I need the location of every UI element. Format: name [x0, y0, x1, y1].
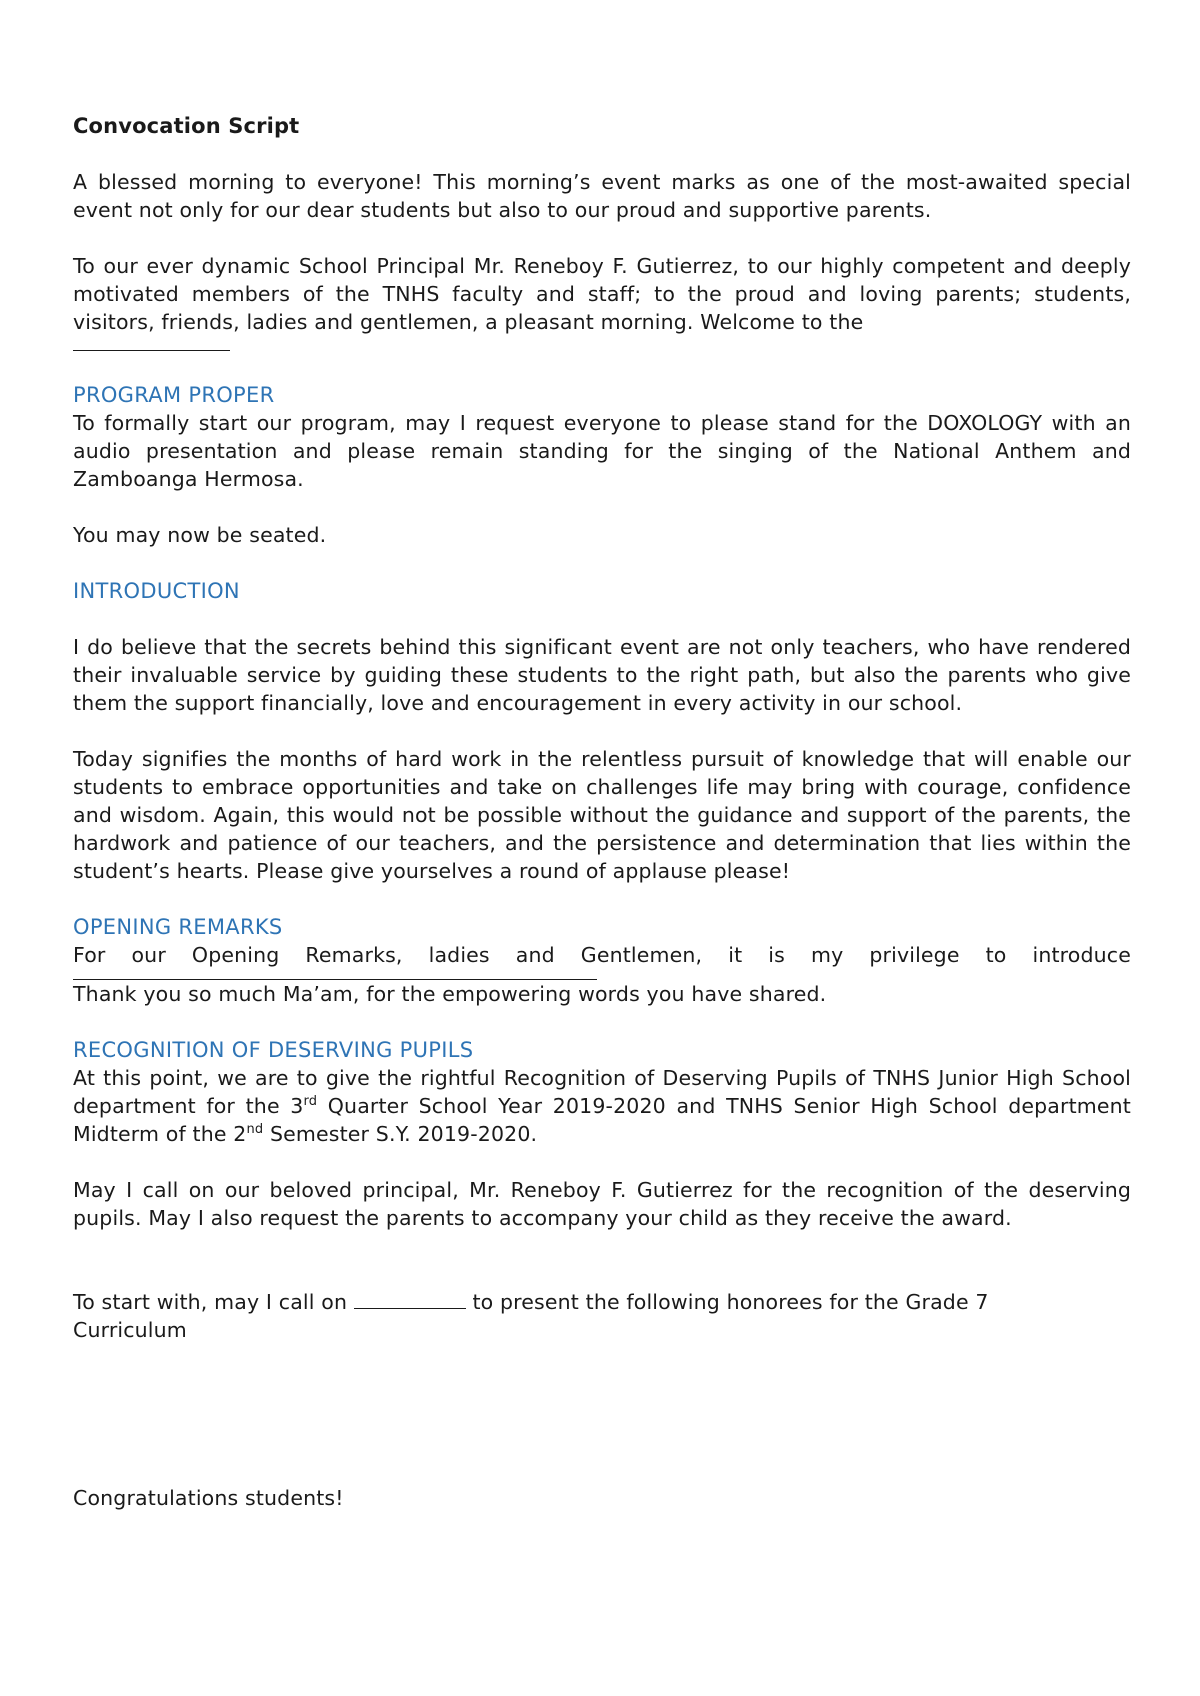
- greeting-paragraph: A blessed morning to everyone! This morning’s event marks as one of the most-awaited special event not only for our dear students but also to our proud and supportive parents.: [73, 170, 1131, 222]
- welcome-paragraph: To our ever dynamic School Principal Mr. Reneboy F. Gutierrez, to our highly competent and deeply motivated members of the TNHS faculty and staff; to the proud and loving parents; students, visitors, friends, ladies and gentlemen, a pleasant morning. Welcome to the: [73, 254, 1131, 334]
- principal-call-paragraph: May I call on our beloved principal, Mr. Reneboy F. Gutierrez for the recognition of the deserving pupils. May I also request the parents to accompany your child as they receive the award.: [73, 1178, 1131, 1230]
- introduction-paragraph-1: I do believe that the secrets behind this significant event are not only teachers, who have rendered their invaluable service by guiding these students to the right path, but also the parents who give them the support financially, love and encouragement in every activity in our school.: [73, 635, 1131, 715]
- introduction-heading: INTRODUCTION: [73, 579, 240, 603]
- document-page: [73, 112, 1131, 1540]
- presenter-blank-line: [354, 1290, 466, 1309]
- seated-paragraph: You may now be seated.: [73, 523, 327, 547]
- program-proper-heading: PROGRAM PROPER: [73, 383, 275, 407]
- document-title: Convocation Script: [73, 114, 300, 138]
- program-proper-paragraph: To formally start our program, may I request everyone to please stand for the DOXOLOGY with an audio presentation and please remain standing for the singing of the National Anthem and Zamboanga Hermosa.: [73, 411, 1131, 491]
- closing-line: Congratulations students!: [73, 1486, 344, 1510]
- thank-you-paragraph: Thank you so much Ma’am, for the empowering words you have shared.: [73, 982, 827, 1006]
- recognition-heading: RECOGNITION OF DESERVING PUPILS: [73, 1038, 474, 1062]
- recognition-paragraph: At this point, we are to give the rightful Recognition of Deserving Pupils of TNHS Junior High School department for the 3rd Quarter School Year 2019-2020 and TNHS Senior High School department Midterm of the 2nd Semester S.Y. 2019-2020.: [73, 1066, 1131, 1146]
- opening-remarks-paragraph: For our Opening Remarks, ladies and Gentlemen, it is my privilege to introduce: [73, 943, 1131, 967]
- opening-remarks-heading: OPENING REMARKS: [73, 915, 283, 939]
- introduction-paragraph-2: Today signifies the months of hard work in the relentless pursuit of knowledge that will enable our students to embrace opportunities and take on challenges life may bring with courage, confidence and wisdom. Again, this would not be possible without the guidance and support of the parents, the hardwork and patience of our teachers, and the persistence and determination that lies within the student’s hearts. Please give yourselves a round of applause please!: [73, 747, 1131, 883]
- grade7-paragraph: To start with, may I call on to present the following honorees for the Grade 7 Curriculum: [73, 1290, 989, 1342]
